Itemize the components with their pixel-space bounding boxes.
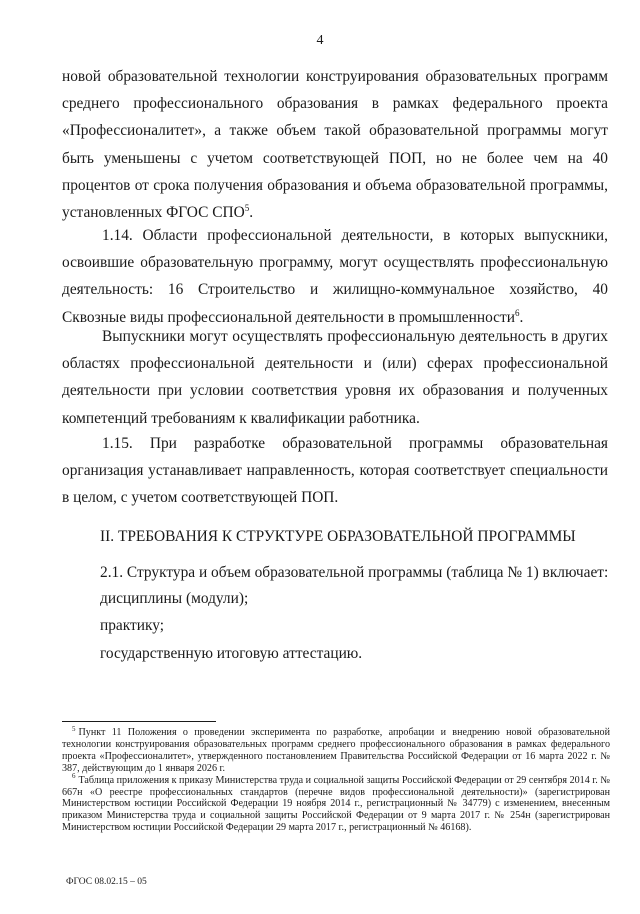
footnote-5	[62, 724, 610, 775]
paragraph-1-15	[62, 430, 608, 512]
footnote-divider	[62, 721, 216, 722]
list-item: практику;	[100, 617, 165, 634]
footnote-ref-6: 6	[514, 307, 520, 318]
footnote-text: Таблица приложения к приказу Министерства труда и социальной защиты Российской Федерации от 29 сентября 2014 г. № 667н «О реестре профессиональных стандартов (перечне видов профессиональной деятельности)» (зарегистрирован Министерством юстиции Российской Федерации 19 ноября 2014 г., регистрационный № 34779) с изменением, внесенным приказом Министерства труда и социальной защиты Российской Федерации от 9 марта 2017 г. № 254н (зарегистрирован Министерством юстиции Российской Федерации 29 марта 2017 г., регистрационный № 46168).	[62, 774, 610, 834]
paragraph-text: 1.15. При разработке образовательной программы образовательная организация устанавливает направленность, которая соответствует специальности в целом, с учетом соответствующей ПОП.	[62, 435, 608, 507]
footnote-mark: 6	[72, 772, 76, 781]
section-heading: II. ТРЕБОВАНИЯ К СТРУКТУРЕ ОБРАЗОВАТЕЛЬНОЙ ПРОГРАММЫ	[100, 528, 576, 545]
footnote-mark: 5	[72, 724, 76, 733]
list-item: дисциплины (модули);	[100, 590, 249, 607]
paragraph-graduates	[62, 323, 608, 432]
document-code: ФГОС 08.02.15 – 05	[66, 877, 147, 887]
paragraph-text: Выпускники могут осуществлять профессиональную деятельность в других областях профессиональной деятельности и (или) сферах профессиональной деятельности при условии соответствия уровня их образования и полученных компетенций требованиям к квалификации работника.	[62, 328, 608, 427]
section-intro: 2.1. Структура и объем образовательной программы (таблица № 1) включает:	[100, 564, 609, 581]
footnote-ref-5: 5	[244, 202, 250, 213]
paragraph-continuation: новой образовательной технологии конструирования образовательных программ среднего профессионального образования в рамках федерального проекта «Профессионалитет», а также объем такой образовательной программы могут быть уменьшены с учетом соответствующей ПОП, но не более чем на 40 процентов от срока получения образования и объема образовательной программы, установленных ФГОС СПО$^5$.	[62, 68, 608, 222]
footnote-text: Пункт 11 Положения о проведении эксперимента по разработке, апробации и внедрению новой образовательной технологии конструирования образовательных программ среднего профессионального образования в рамках федерального проекта «Профессионалитет», утвержденного постановлением Правительства Российской Федерации от 16 марта 2022 г. № 387, действующим до 1 января 2026 г.	[62, 727, 610, 774]
paragraph-text: 1.14. Области профессиональной деятельности, в которых выпускники, освоившие образовательную программу, могут осуществлять профессиональную деятельность: 16 Строительство и жилищно-коммунальное хозяйство, 40 Сквозные виды профессиональной деятельности в промышленности	[62, 227, 608, 326]
footnotes	[62, 724, 610, 834]
page-number: 4	[316, 33, 324, 48]
list-item: государственную итоговую аттестацию.	[100, 645, 363, 662]
paragraph-1-14: 1.14. Области профессиональной деятельности, в которых выпускники, освоившие образовательную программу, могут осуществлять профессиональную деятельность: 16 Строительство и жилищно-коммунальное хозяйство, 40 Сквозные виды профессиональной деятельности в промышленности$^6$.	[62, 227, 608, 326]
footnote-6	[62, 772, 610, 835]
paragraph-text: новой образовательной технологии конструирования образовательных программ среднего профессионального образования в рамках федерального проекта «Профессионалитет», а также объем такой образовательной программы могут быть уменьшены с учетом соответствующей ПОП, но не более чем на 40 процентов от срока получения образования и объема образовательной программы, установленных ФГОС СПО	[62, 68, 608, 222]
